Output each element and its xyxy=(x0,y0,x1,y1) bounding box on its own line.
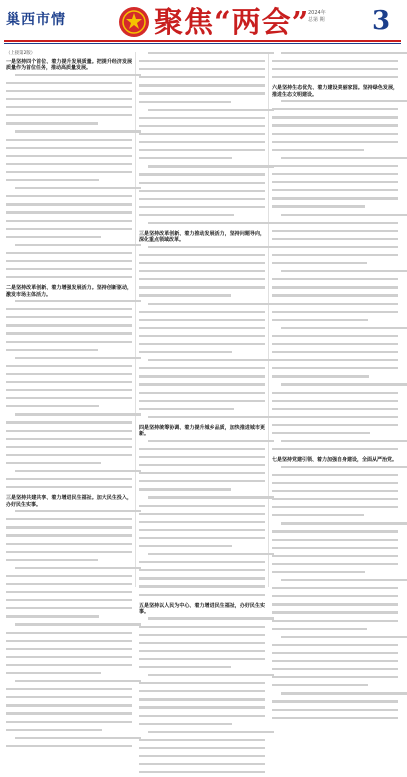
text-line xyxy=(6,268,132,274)
text-line xyxy=(139,440,265,446)
text-line xyxy=(139,141,265,147)
text-line xyxy=(139,367,265,373)
text-line xyxy=(6,591,132,597)
text-line xyxy=(272,230,398,236)
masthead xyxy=(0,0,405,52)
text-line xyxy=(139,456,265,462)
text-line xyxy=(139,311,265,317)
text-line xyxy=(139,682,265,688)
text-line xyxy=(272,197,398,203)
text-line xyxy=(6,147,132,153)
text-line xyxy=(139,392,265,398)
text-line xyxy=(139,626,265,632)
text-line xyxy=(272,359,398,365)
text-line xyxy=(6,510,132,516)
publication-name: 巢西市情 xyxy=(6,12,66,28)
text-line xyxy=(272,555,398,561)
text-line xyxy=(139,214,265,220)
text-line xyxy=(6,114,132,120)
text-line xyxy=(6,397,132,403)
column-2 xyxy=(139,50,265,616)
text-line xyxy=(272,181,398,187)
section-heading: 四是坚持统筹协调、着力提升城乡品质，加快推进城市更新。 xyxy=(139,424,265,438)
text-line xyxy=(6,648,132,654)
text-line xyxy=(6,203,132,209)
text-line xyxy=(272,490,398,496)
text-line xyxy=(139,68,265,74)
text-line xyxy=(272,383,398,389)
text-line xyxy=(139,553,265,559)
text-line xyxy=(139,650,265,656)
text-line xyxy=(6,139,132,145)
text-line xyxy=(6,680,132,686)
text-line xyxy=(139,496,265,502)
text-line xyxy=(6,672,132,678)
text-line xyxy=(272,367,398,373)
text-line xyxy=(272,76,398,82)
text-line xyxy=(139,585,265,591)
text-line xyxy=(272,335,398,341)
text-line xyxy=(6,559,132,565)
text-line xyxy=(139,561,265,567)
text-line xyxy=(139,101,265,107)
article-body xyxy=(272,466,398,723)
text-line xyxy=(272,100,398,106)
text-line xyxy=(272,157,398,163)
text-line xyxy=(6,446,132,452)
text-line xyxy=(139,303,265,309)
article-body xyxy=(139,440,265,600)
text-line xyxy=(139,182,265,188)
text-line xyxy=(139,254,265,260)
text-line xyxy=(139,416,265,422)
text-line xyxy=(272,432,398,438)
text-line xyxy=(272,311,398,317)
text-line xyxy=(139,173,265,179)
text-line xyxy=(272,700,398,706)
article-body xyxy=(6,300,132,492)
text-line xyxy=(272,294,398,300)
text-line xyxy=(272,563,398,569)
text-line xyxy=(139,715,265,721)
text-line xyxy=(139,690,265,696)
article-body xyxy=(6,74,132,282)
text-line xyxy=(6,664,132,670)
text-line xyxy=(272,149,398,155)
text-line xyxy=(139,198,265,204)
text-line xyxy=(139,117,265,123)
text-line xyxy=(139,658,265,664)
text-line xyxy=(139,448,265,454)
page-number: 3 xyxy=(372,6,391,36)
text-line xyxy=(6,220,132,226)
text-line xyxy=(272,214,398,220)
article-body xyxy=(6,510,132,751)
text-line xyxy=(272,668,398,674)
text-line xyxy=(139,278,265,284)
section-heading: 五是坚持以人民为中心、着力增进民生福祉，办好民生实事。 xyxy=(139,602,265,616)
text-line xyxy=(272,660,398,666)
text-line xyxy=(6,300,132,306)
text-line xyxy=(272,392,398,398)
text-line xyxy=(272,676,398,682)
text-line xyxy=(139,521,265,527)
text-line xyxy=(139,52,265,58)
text-line xyxy=(6,252,132,258)
text-line xyxy=(272,482,398,488)
text-line xyxy=(139,246,265,252)
text-line xyxy=(272,408,398,414)
text-line xyxy=(272,133,398,139)
text-line xyxy=(272,636,398,642)
text-line xyxy=(139,723,265,729)
text-line xyxy=(139,149,265,155)
text-line xyxy=(272,474,398,480)
text-line xyxy=(6,74,132,80)
text-line xyxy=(6,413,132,419)
issue-date xyxy=(308,10,368,24)
text-line xyxy=(272,108,398,114)
article-body xyxy=(272,100,398,454)
text-line xyxy=(272,262,398,268)
text-line xyxy=(272,424,398,430)
text-line xyxy=(6,454,132,460)
text-line xyxy=(139,351,265,357)
text-line xyxy=(6,543,132,549)
text-line xyxy=(272,506,398,512)
text-line xyxy=(6,211,132,217)
text-line xyxy=(139,60,265,66)
text-line xyxy=(139,577,265,583)
text-line xyxy=(272,222,398,228)
text-line xyxy=(6,324,132,330)
text-line xyxy=(272,327,398,333)
text-line xyxy=(272,375,398,381)
article-body xyxy=(139,617,265,777)
text-line xyxy=(139,472,265,478)
text-line xyxy=(272,165,398,171)
text-line xyxy=(139,464,265,470)
text-line xyxy=(139,109,265,115)
text-line xyxy=(6,696,132,702)
text-line xyxy=(6,575,132,581)
text-line xyxy=(6,712,132,718)
text-line xyxy=(139,383,265,389)
text-line xyxy=(6,228,132,234)
column-1 xyxy=(6,50,132,590)
text-line xyxy=(272,514,398,520)
section-heading: 三是坚持改革创新、着力推动发展活力，坚持问题导向，深化重点领域改革。 xyxy=(139,231,265,244)
text-line xyxy=(139,375,265,381)
text-line xyxy=(139,505,265,511)
text-line xyxy=(6,341,132,347)
text-line xyxy=(272,303,398,309)
text-line xyxy=(272,270,398,276)
text-line xyxy=(272,611,398,617)
text-line xyxy=(272,173,398,179)
text-line xyxy=(6,421,132,427)
text-line xyxy=(139,642,265,648)
section-heading: 一是坚持四个首位、着力提升发展质量。把提升经济发展质量作为首位任务，推动高质量发展。 xyxy=(6,59,132,72)
text-line xyxy=(272,400,398,406)
continued-note: （上接第2版） xyxy=(6,51,36,56)
text-line xyxy=(272,571,398,577)
section-heading: 七是坚持党建引领、着力加强自身建设，全面从严治党。 xyxy=(272,457,398,464)
page-headline: 聚焦“两会” xyxy=(154,5,310,39)
text-line xyxy=(139,747,265,753)
text-line xyxy=(272,278,398,284)
text-line xyxy=(139,400,265,406)
text-line xyxy=(272,466,398,472)
text-line xyxy=(6,90,132,96)
text-line xyxy=(6,486,132,492)
text-line xyxy=(272,351,398,357)
text-line xyxy=(272,692,398,698)
text-line xyxy=(272,547,398,553)
text-line xyxy=(6,478,132,484)
text-line xyxy=(272,579,398,585)
text-line xyxy=(272,498,398,504)
text-line xyxy=(272,644,398,650)
text-line xyxy=(6,236,132,242)
text-line xyxy=(6,640,132,646)
text-line xyxy=(272,319,398,325)
text-line xyxy=(6,349,132,355)
text-line xyxy=(272,530,398,536)
text-line xyxy=(272,124,398,130)
text-line xyxy=(6,615,132,621)
text-line xyxy=(6,316,132,322)
text-line xyxy=(139,739,265,745)
text-line xyxy=(6,623,132,629)
text-line xyxy=(139,513,265,519)
article-body xyxy=(139,246,265,422)
text-line xyxy=(139,488,265,494)
text-line xyxy=(272,587,398,593)
text-line xyxy=(6,729,132,735)
text-line xyxy=(139,706,265,712)
text-line xyxy=(6,381,132,387)
text-line xyxy=(6,187,132,193)
issue-date-line2: 总第 期 xyxy=(308,17,325,23)
article-body xyxy=(139,52,265,228)
text-line xyxy=(6,155,132,161)
text-line xyxy=(6,688,132,694)
text-line xyxy=(6,130,132,136)
text-line xyxy=(272,448,398,454)
text-line xyxy=(139,763,265,769)
text-line xyxy=(139,319,265,325)
text-line xyxy=(139,133,265,139)
text-line xyxy=(139,92,265,98)
text-line xyxy=(272,628,398,634)
text-line xyxy=(139,270,265,276)
text-line xyxy=(6,721,132,727)
text-line xyxy=(6,308,132,314)
text-line xyxy=(139,359,265,365)
text-line xyxy=(6,260,132,266)
text-line xyxy=(139,755,265,761)
text-line xyxy=(272,286,398,292)
text-line xyxy=(139,617,265,623)
text-line xyxy=(6,518,132,524)
issue-date-line1: 2024年 xyxy=(308,10,326,16)
text-line xyxy=(139,408,265,414)
text-line xyxy=(139,771,265,777)
text-line xyxy=(6,405,132,411)
text-line xyxy=(139,286,265,292)
text-line xyxy=(6,656,132,662)
text-line xyxy=(272,684,398,690)
text-line xyxy=(6,276,132,282)
text-line xyxy=(139,545,265,551)
text-line xyxy=(272,440,398,446)
text-line xyxy=(6,534,132,540)
text-line xyxy=(139,634,265,640)
text-line xyxy=(6,599,132,605)
text-line xyxy=(139,343,265,349)
text-line xyxy=(6,163,132,169)
text-line xyxy=(139,674,265,680)
text-line xyxy=(6,171,132,177)
text-line xyxy=(139,76,265,82)
text-line xyxy=(139,125,265,131)
text-line xyxy=(272,595,398,601)
text-line xyxy=(272,205,398,211)
text-line xyxy=(272,539,398,545)
text-line xyxy=(139,529,265,535)
text-line xyxy=(272,68,398,74)
text-line xyxy=(6,704,132,710)
section-heading: 二是坚持改革创新、着力增强发展活力。坚持创新驱动，激发市场主体活力。 xyxy=(6,285,132,298)
text-line xyxy=(6,332,132,338)
text-line xyxy=(272,522,398,528)
text-line xyxy=(272,343,398,349)
column-3 xyxy=(272,50,398,590)
text-line xyxy=(6,551,132,557)
text-line xyxy=(6,373,132,379)
text-line xyxy=(6,179,132,185)
text-line xyxy=(6,470,132,476)
text-line xyxy=(6,583,132,589)
text-line xyxy=(139,594,265,600)
text-line xyxy=(139,327,265,333)
text-line xyxy=(6,438,132,444)
text-line xyxy=(139,165,265,171)
text-line xyxy=(272,141,398,147)
text-line xyxy=(272,652,398,658)
text-line xyxy=(6,357,132,363)
text-line xyxy=(6,244,132,250)
text-line xyxy=(6,607,132,613)
masthead-divider-blue xyxy=(4,43,401,44)
text-line xyxy=(272,254,398,260)
text-line xyxy=(6,195,132,201)
text-line xyxy=(6,122,132,128)
text-line xyxy=(6,389,132,395)
text-line xyxy=(272,416,398,422)
text-line xyxy=(6,737,132,743)
text-line xyxy=(139,335,265,341)
text-line xyxy=(139,222,265,228)
emblem-icon xyxy=(118,6,150,38)
article-body xyxy=(272,52,398,82)
text-line xyxy=(6,745,132,751)
column-divider xyxy=(268,52,269,587)
text-line xyxy=(272,620,398,626)
section-heading: 六是坚持生态优先、着力建设美丽家园。坚持绿色发展，推进生态文明建设。 xyxy=(272,85,398,98)
text-line xyxy=(6,462,132,468)
text-line xyxy=(6,526,132,532)
masthead-divider-red xyxy=(4,40,401,42)
text-line xyxy=(139,666,265,672)
text-line xyxy=(139,698,265,704)
text-line xyxy=(272,603,398,609)
text-line xyxy=(6,567,132,573)
text-line xyxy=(272,709,398,715)
text-line xyxy=(139,190,265,196)
section-heading: 三是坚持共建共享、着力增进民生福祉。加大民生投入，办好民生实事。 xyxy=(6,495,132,508)
text-line xyxy=(272,116,398,122)
text-line xyxy=(272,52,398,58)
text-line xyxy=(6,98,132,104)
text-line xyxy=(272,189,398,195)
text-line xyxy=(139,569,265,575)
text-line xyxy=(139,294,265,300)
text-line xyxy=(139,537,265,543)
text-line xyxy=(6,430,132,436)
text-line xyxy=(6,106,132,112)
text-line xyxy=(139,84,265,90)
text-line xyxy=(139,262,265,268)
text-line xyxy=(6,632,132,638)
text-line xyxy=(139,480,265,486)
text-line xyxy=(6,365,132,371)
text-line xyxy=(272,238,398,244)
text-line xyxy=(139,157,265,163)
text-line xyxy=(6,82,132,88)
text-line xyxy=(272,246,398,252)
text-line xyxy=(139,731,265,737)
text-line xyxy=(139,206,265,212)
text-line xyxy=(272,60,398,66)
text-line xyxy=(272,717,398,723)
